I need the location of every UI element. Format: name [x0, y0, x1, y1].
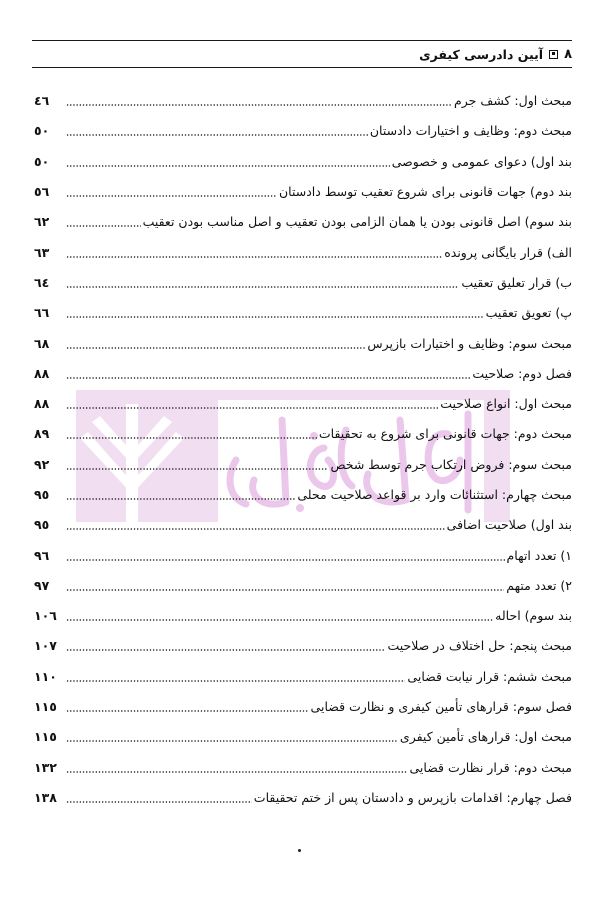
toc-title: مبحث سوم: فروض ارتکاب جرم توسط شخص	[330, 456, 572, 472]
toc-entry[interactable]	[34, 207, 572, 237]
square-box-icon	[549, 50, 558, 59]
toc-title: مبحث ششم: قرار نیابت قضایی	[407, 668, 572, 684]
toc-page-number: ٨٨	[34, 365, 50, 381]
dot-leader	[66, 225, 141, 227]
dot-leader	[66, 286, 459, 288]
toc-title: بند اول) دعوای عمومی و خصوصی	[391, 153, 572, 169]
dot-leader	[66, 801, 252, 803]
toc-entry[interactable]	[34, 328, 572, 358]
dot-leader	[66, 498, 295, 500]
running-header	[419, 44, 572, 64]
stray-ink-dot	[298, 849, 301, 852]
toc-page-number: ٨٨	[34, 396, 50, 412]
table-of-contents	[34, 86, 572, 813]
toc-title: مبحث دوم: وظایف و اختیارات دادستان	[369, 123, 572, 139]
toc-title: بند اول) صلاحیت اضافی	[446, 517, 572, 533]
dot-leader	[66, 468, 328, 470]
header-top-rule	[32, 40, 572, 41]
toc-title: مبحث سوم: وظایف و اختیارات بازپرس	[367, 335, 572, 351]
toc-entry[interactable]	[34, 480, 572, 510]
toc-title: بند دوم) جهات قانونی برای شروع تعقیب توسط دادستان	[279, 184, 572, 200]
toc-title: ١) تعدد اتهام	[506, 547, 572, 563]
toc-page-number: ٦٨	[34, 335, 50, 351]
dot-leader	[66, 710, 309, 712]
toc-entry[interactable]	[34, 116, 572, 146]
toc-entry[interactable]	[34, 147, 572, 177]
toc-page-number: ١١٠	[34, 668, 57, 684]
dot-leader	[66, 680, 405, 682]
toc-page-number: ١١٥	[34, 729, 57, 745]
dot-leader	[66, 649, 385, 651]
toc-page-number: ٥٦	[34, 184, 50, 200]
toc-page-number: ١٠٧	[34, 638, 57, 654]
dot-leader	[66, 407, 438, 409]
toc-entry[interactable]	[34, 753, 572, 783]
toc-entry[interactable]	[34, 631, 572, 661]
dot-leader	[66, 437, 317, 439]
toc-entry[interactable]	[34, 722, 572, 752]
dot-leader	[66, 619, 493, 621]
toc-page-number: ٩٢	[34, 456, 50, 472]
toc-entry[interactable]	[34, 419, 572, 449]
toc-title: پ) تعویق تعقیب	[485, 305, 572, 321]
toc-page-number: ٤٦	[34, 93, 50, 109]
toc-entry[interactable]	[34, 540, 572, 570]
toc-entry[interactable]	[34, 450, 572, 480]
dot-leader	[66, 347, 365, 349]
header-bottom-rule	[32, 67, 572, 68]
toc-entry[interactable]	[34, 86, 572, 116]
toc-title: فصل دوم: صلاحیت	[472, 365, 572, 381]
toc-page-number: ٥٠	[34, 123, 50, 139]
toc-page-number: ٩٥	[34, 517, 50, 533]
dot-leader	[66, 256, 442, 258]
toc-entry[interactable]	[34, 783, 572, 813]
toc-entry[interactable]	[34, 298, 572, 328]
toc-entry[interactable]	[34, 692, 572, 722]
toc-page-number: ١٠٦	[34, 608, 57, 624]
toc-page-number: ٨٩	[34, 426, 50, 442]
toc-page-number: ٦٦	[34, 305, 50, 321]
toc-page-number: ٦٢	[34, 214, 50, 230]
toc-title: مبحث چهارم: استثنائات وارد بر قواعد صلاحیت محلی	[297, 487, 572, 502]
dot-leader	[66, 316, 484, 318]
toc-entry[interactable]	[34, 359, 572, 389]
toc-title: مبحث اول: کشف جرم	[454, 93, 572, 109]
toc-title: مبحث دوم: جهات قانونی برای شروع به تحقیقات	[318, 426, 572, 442]
dot-leader	[66, 134, 368, 136]
toc-title: فصل چهارم: اقدامات بازپرس و دادستان پس از ختم تحقیقات	[253, 789, 572, 805]
dot-leader	[66, 528, 445, 530]
dot-leader	[66, 195, 277, 197]
toc-title: مبحث پنجم: حل اختلاف در صلاحیت	[387, 638, 572, 654]
toc-title: بند سوم) اصل قانونی بودن یا همان الزامی بودن تعقیب و اصل مناسب بودن تعقیب	[142, 214, 572, 230]
toc-entry[interactable]	[34, 601, 572, 631]
toc-page-number: ٦٤	[34, 274, 50, 290]
toc-title: فصل سوم: قرارهای تأمین کیفری و نظارت قضایی	[310, 699, 572, 715]
toc-title: الف) قرار بایگانی پرونده	[444, 244, 572, 260]
dot-leader	[66, 589, 504, 591]
toc-title: مبحث اول: قرارهای تأمین کیفری	[399, 729, 572, 745]
dot-leader	[66, 104, 452, 106]
toc-page-number: ١٣٢	[34, 759, 57, 775]
toc-title: بند سوم) احاله	[495, 608, 572, 624]
toc-page-number: ١١٥	[34, 699, 57, 715]
toc-page-number: ١٣٨	[34, 789, 57, 805]
dot-leader	[66, 740, 398, 742]
toc-page-number: ٦٣	[34, 244, 50, 260]
toc-entry[interactable]	[34, 237, 572, 267]
toc-title: ب) قرار تعلیق تعقیب	[461, 274, 572, 290]
toc-page-number: ٥٠	[34, 153, 50, 169]
toc-title: مبحث دوم: قرار نظارت قضایی	[409, 759, 572, 775]
page-number: ۸	[564, 46, 572, 62]
toc-entry[interactable]	[34, 571, 572, 601]
toc-entry[interactable]	[34, 177, 572, 207]
toc-entry[interactable]	[34, 389, 572, 419]
toc-entry[interactable]	[34, 510, 572, 540]
toc-entry[interactable]	[34, 268, 572, 298]
toc-page-number: ٩٧	[34, 577, 50, 593]
dot-leader	[66, 377, 470, 379]
dot-leader	[66, 771, 407, 773]
dot-leader	[66, 165, 390, 167]
toc-title: ٢) تعدد متهم	[506, 577, 572, 593]
toc-title: مبحث اول: انواع صلاحیت	[440, 396, 572, 412]
toc-page-number: ٩٥	[34, 487, 50, 502]
toc-entry[interactable]	[34, 662, 572, 692]
book-title: آیین دادرسی کیفری	[419, 46, 544, 62]
dot-leader	[66, 559, 505, 561]
toc-page-number: ٩٦	[34, 547, 50, 563]
